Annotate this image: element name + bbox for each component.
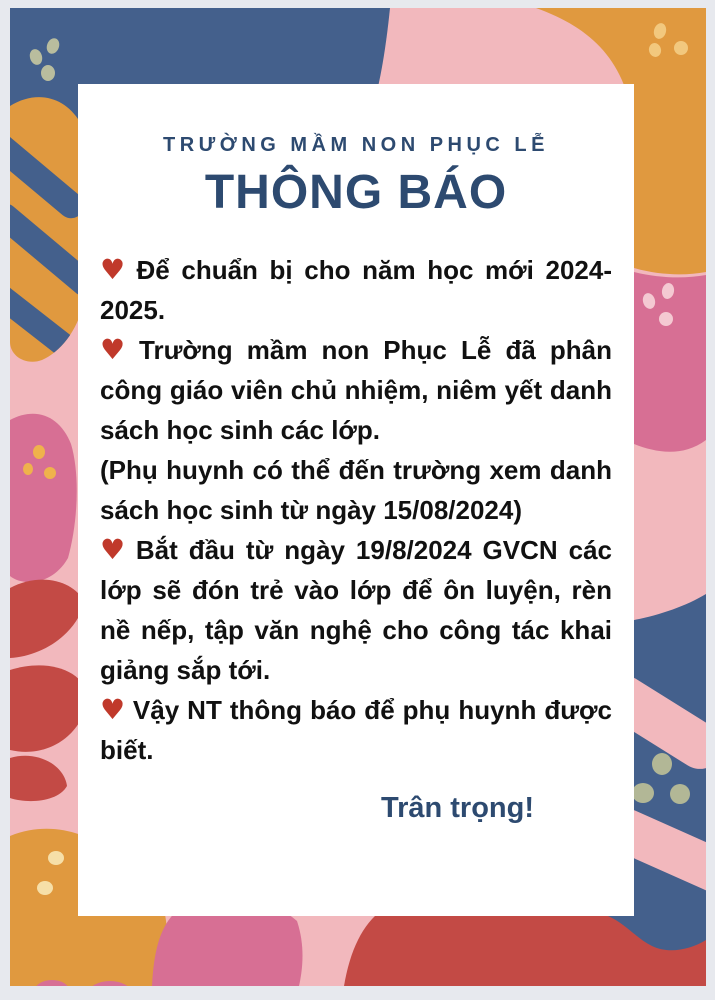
announcement-paragraph [100,330,612,450]
paragraph-text: Để chuẩn bị cho năm học mới 2024-2025. [100,255,612,325]
announcement-paragraph [100,450,612,530]
announcement-card [78,84,634,916]
paragraph-text: Bắt đầu từ ngày 19/8/2024 GVCN các lớp sẽ đón trẻ vào lớp để ôn luyện, rèn nề nếp, tập văn nghệ cho công tác khai giảng sắp tới. [100,535,613,685]
paragraph-text: (Phụ huynh có thể đến trường xem danh sách học sinh từ ngày 15/08/2024) [100,455,612,525]
paragraph-text: Trường mầm non Phục Lễ đã phân công giáo viên chủ nhiệm, niêm yết danh sách học sinh các lớp. [100,335,612,445]
paragraph-text: Vậy NT thông báo để phụ huynh được biết. [100,695,612,765]
heart-icon: ♥ [100,533,129,566]
heart-icon: ♥ [100,693,126,726]
announcement-body [100,250,612,770]
announcement-paragraph [100,250,612,330]
poster-title: THÔNG BÁO [204,166,508,219]
announcement-paragraph [100,530,612,690]
signoff: Trân trọng! [380,792,534,824]
heart-icon: ♥ [100,253,130,286]
school-name: TRƯỜNG MẦM NON PHỤC LỄ [163,134,549,156]
announcement-paragraph [100,690,612,770]
heart-icon: ♥ [100,333,132,366]
